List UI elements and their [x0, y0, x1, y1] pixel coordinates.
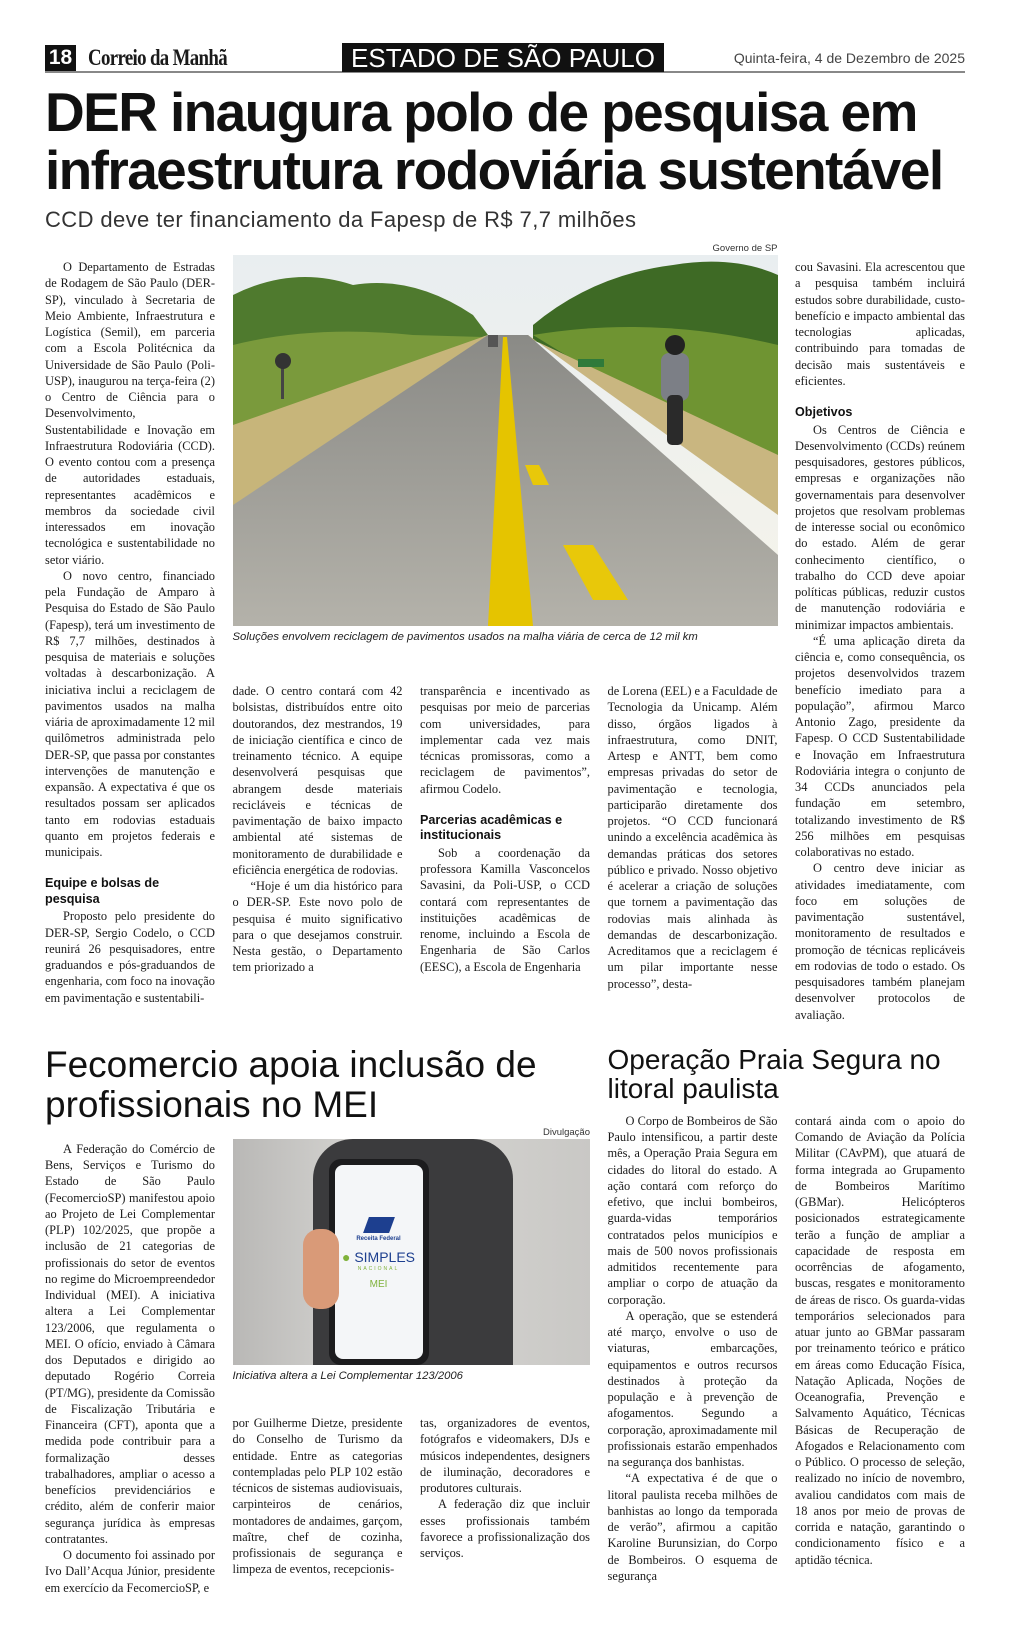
- paragraph: A federação diz que incluir esses profissionais também favorece a profissionalização dos serviços.: [420, 1497, 590, 1560]
- fecomercio-headline: Fecomercio apoia inclusão de profissionais no MEI: [45, 1043, 537, 1125]
- hand: [303, 1229, 339, 1309]
- paragraph: Os Centros de Ciência e Desenvolvimento (CCDs) reúnem pesquisadores, gestores públicos, empresas e organizações não governamentais para desenvolver projetos que resolvam problemas de interesse social ou econômico do estado. Além de gerar conhecimento científico, o trabalho do CCD deve apoiar políticas públicas, reduzir custos de manutenção rodoviária e minimizar impactos ambientais.: [795, 422, 965, 632]
- paragraph: A operação, que se estenderá até março, envolve o uso de viaturas, embarcações, equipamentos e outros recursos destinados à proteção da população e à prevenção de afogamentos. Segundo a corporação, aproximadamente mil profissionais estarão empenhados na segurança dos banhistas.: [607, 1308, 778, 1469]
- page-number: 18: [45, 45, 76, 71]
- paragraph: “A expectativa é de que o litoral paulista receba milhões de banhistas ao longo da temporada de verão”, afirmou a capitão Karoline Burunsizian, do Corpo de Bombeiros. O esquema de segurança: [607, 1471, 778, 1583]
- photo-credit: Divulgação: [543, 1126, 590, 1138]
- subheading: Parcerias acadêmicas e institucionais: [420, 812, 563, 843]
- main-article-column-2: [233, 683, 403, 976]
- praia-column-1: [608, 1113, 778, 1584]
- main-subtitle: CCD deve ter financiamento da Fapesp de R$ 7,7 milhões: [45, 207, 637, 232]
- main-photo-figure: [233, 243, 778, 644]
- phone-logo-sub: NACIONAL: [357, 1265, 400, 1272]
- fecomercio-column-1: [45, 1127, 215, 1596]
- paragraph: “É uma aplicação direta da ciência e, como consequência, os projetos desenvolvidos trazem benefício imediato para a população”, afirmou Marco Antonio Zago, presidente da Fapesp. O CCD Sustentabilidade e Inovação em Infraestrutura Rodoviária integra o conjunto de 34 CCDs anunciados pela fundação em setembro, totalizando investimento de R$ 256 milhões em pesquisas colaborativas no estado.: [795, 633, 965, 859]
- simples-logo-icon: ●: [341, 1248, 351, 1265]
- photo-caption: Soluções envolvem reciclagem de pavimentos usados na malha viária de cerca de 12 mil km: [232, 631, 698, 643]
- fecomercio-photo-figure: [233, 1127, 591, 1383]
- main-headline: DER inaugura polo de pesquisa em infraestrutura rodoviária sustentável: [45, 81, 943, 201]
- paragraph: de Lorena (EEL) e a Faculdade de Tecnologia da Unicamp. Além disso, órgãos ligados à infraestrutura, como DNIT, Artesp e ANTT, bem como empresas privadas do setor de pavimentação e tecnologia, participarão diretamente dos projetos. “O CCD funcionará unindo a excelência acadêmica às demandas práticas dos setores público e privado. Nosso objetivo é acelerar a criação de soluções que tornem a pavimentação das rodovias mais alinhada às demandas de descarbonização. Acreditamos que a reciclagem é um pilar importante nesse processo”, desta-: [607, 684, 778, 991]
- paragraph: transparência e incentivado as pesquisas por meio de parcerias com universidades, para implementar cada vez mais técnicas promissoras, como a reciclagem de pavimentos”, afirmou Codelo.: [420, 684, 590, 796]
- subheading: Equipe e bolsas de pesquisa: [45, 876, 160, 906]
- praia-column-2: [795, 1113, 965, 1568]
- fecomercio-column-2: [233, 1415, 403, 1578]
- section-title: ESTADO DE SÃO PAULO: [342, 43, 664, 72]
- paragraph: O Departamento de Estradas de Rodagem de São Paulo (DER-SP), vinculado à Secretaria de Meio Ambiente, Infraestrutura e Logística (Semil), em parceria com a Escola Politécnica da Universidade de São Paulo (Poli-USP), inaugurou na terça-feira (2) o Centro de Ciência para o Desenvolvimento, Sustentabilidade e Inovação em Infraestrutura Rodoviária (CCD). O evento contou com a presença de autoridades estaduais, representantes acadêmicos e membros da sociedade civil interessados em inovação tecnológica e sustentabilidade no setor viário.: [45, 260, 215, 567]
- phone-logo: SIMPLES: [354, 1248, 416, 1265]
- fecomercio-column-3: [420, 1415, 590, 1561]
- page-header: [45, 44, 965, 73]
- paragraph: cou Savasini. Ela acrescentou que a pesquisa também incluirá estudos sobre durabilidade, custo-benefício e impacto ambiental das tecnologias aplicadas, contribuindo para tomadas de decisão mais sustentáveis e eficientes.: [795, 260, 965, 388]
- main-article-column-3: [420, 683, 590, 975]
- phone-brand: Receita Federal: [356, 1235, 401, 1242]
- bottom-articles: [45, 1045, 965, 1596]
- subheading: Objetivos: [795, 405, 853, 419]
- paragraph: dade. O centro contará com 42 bolsistas, distribuídos entre oito doutorandos, dez mestrandos, 19 de iniciação científica e cinco de treinamento técnico. A equipe desenvolverá pesquisas que abrangem desde materiais recicláveis e técnicas de pavimentação de baixo impacto ambiental até sistemas de monitoramento de durabilidade e eficiência energética de rodovias.: [232, 684, 403, 877]
- paragraph: por Guilherme Dietze, presidente do Conselho de Turismo da entidade. Entre as categorias contempladas pelo PLP 102 estão técnicos de sistemas audiovisuais, carpinteiros de cenários, montadores de andaimes, garçom, maître, chef de cozinha, profissionais de segurança e limpeza de eventos, recepcionis-: [232, 1416, 403, 1577]
- photo-credit: Governo de SP: [712, 243, 778, 254]
- edition-date: Quinta-feira, 4 de Dezembro de 2025: [733, 49, 965, 66]
- receita-logo-icon: [363, 1217, 395, 1233]
- paragraph: O Corpo de Bombeiros de São Paulo intensificou, a partir deste mês, a Operação Praia Segura em cidades do litoral do estado. A ação contará com reforço do efetivo, que inclui bombeiros, guarda-vidas temporários contratados pelos municípios e mais de 500 novos profissionais admitidos recentemente para ampliar o corpo de atuação da corporação.: [607, 1113, 778, 1307]
- praia-article: [608, 1045, 966, 1584]
- main-article-body: [45, 243, 965, 1023]
- main-article-column-5: [795, 243, 965, 1023]
- paragraph: O novo centro, financiado pela Fundação de Amparo à Pesquisa do Estado de São Paulo (Fapesp), terá um investimento de R$ 7,7 milhões, destinados à pesquisa de materiais e soluções voltadas à descarbonização. A iniciativa inclui a reciclagem de pavimentos usados na malha viária de aproximadamente 12 mil quilômetros administrada pelo DER-SP, que passa por constantes intervenções de manutenção e expansão. A expectativa é que os resultados possam ser aplicados tanto em rodovias estaduais quanto em projetos federais e municipais.: [45, 568, 215, 859]
- main-article-column-1: [45, 243, 215, 1006]
- road-photo: [233, 255, 778, 626]
- paragraph: Sob a coordenação da professora Kamilla Vasconcelos Savasini, da Poli-USP, o CCD contará com representantes de instituições acadêmicas de renome, incluindo a Escola de Engenharia de São Carlos (EESC), a Escola de Engenharia: [420, 845, 590, 974]
- paragraph: contará ainda com o apoio do Comando de Aviação da Polícia Militar (CAvPM), que atuará de forma integrada ao Grupamento de Bombeiros Marítimo (GBMar). Helicópteros posicionados estrategicamente terão a função de ampliar a capacidade de resposta em ocorrências de afogamento, buscas, resgates e monitoramento de áreas de risco. Os guarda-vidas temporários selecionados para atuar junto ao GBMar passaram por treinamento teórico e prático em áreas como Educação Física, Natação Aplicada, Noções de Oceanografia, Prevenção e Salvamento Aquático, Técnicas Básicas de Recuperação de Afogados e Relacionamento com o Público. O processo de seleção, realizado no início de novembro, avaliou candidatos com mais de 18 anos por meio de provas de corrida e natação, garantindo o condicionamento físico e a aptidão técnica.: [795, 1113, 965, 1567]
- newspaper-logo: Correio da Manhã: [88, 44, 227, 70]
- paragraph: tas, organizadores de eventos, fotógrafos e videomakers, DJs e músicos independentes, designers de iluminação, decoradores e produtores culturais.: [420, 1416, 590, 1495]
- paragraph: Proposto pelo presidente do DER-SP, Sergio Codelo, o CCD reunirá 26 pesquisadores, entre graduandos e pós-graduandos de engenharia, com foco na inovação em pavimentação e sustentabili-: [45, 909, 215, 1005]
- paragraph: O centro deve iniciar as atividades imediatamente, com foco em soluções de pavimentação sustentável, monitoramento de resultados e promoção de técnicas replicáveis em rodovias de todo o estado. Os pesquisadores também planejam desenvolver protocolos de avaliação.: [795, 861, 965, 1022]
- phone-photo: [233, 1139, 591, 1365]
- phone: [329, 1159, 429, 1365]
- paragraph: A Federação do Comércio de Bens, Serviços e Turismo do Estado de São Paulo (FecomercioSP) manifestou apoio ao Projeto de Lei Complementar (PLP) 102/2025, que propõe a inclusão de 21 categorias de profissionais do setor de eventos no regime do Microempreendedor Individual (MEI). A iniciativa altera a Lei Complementar 123/2006, que regulamenta o MEI. O ofício, enviado à Câmara dos Deputados e dirigido ao deputado Rogério Correia (PT/MG), presidente da Comissão de Fiscalização Tributária e Financeira (CFT), aponta que a medida pode contribuir para a formalização desses trabalhadores, ampliar o acesso a benefícios previdenciários e crédito, além de conferir maior segurança jurídica às empresas contratantes.: [45, 1141, 216, 1546]
- paragraph: O documento foi assinado por Ivo Dall’Acqua Júnior, presidente em exercício da FecomercioSP, e: [45, 1548, 215, 1595]
- photo-caption: Iniciativa altera a Lei Complementar 123/2006: [232, 1369, 463, 1382]
- phone-screen: [335, 1165, 423, 1359]
- paragraph: “Hoje é um dia histórico para o DER-SP. Este novo polo de pesquisa é muito significativo para o que desejamos construir. Nesta gestão, o Departamento tem priorizado a: [232, 879, 403, 975]
- fecomercio-article: [45, 1045, 590, 1596]
- praia-headline: Operação Praia Segura no litoral paulista: [607, 1043, 941, 1104]
- main-article-column-4: [608, 683, 778, 992]
- phone-mei: MEI: [369, 1278, 388, 1290]
